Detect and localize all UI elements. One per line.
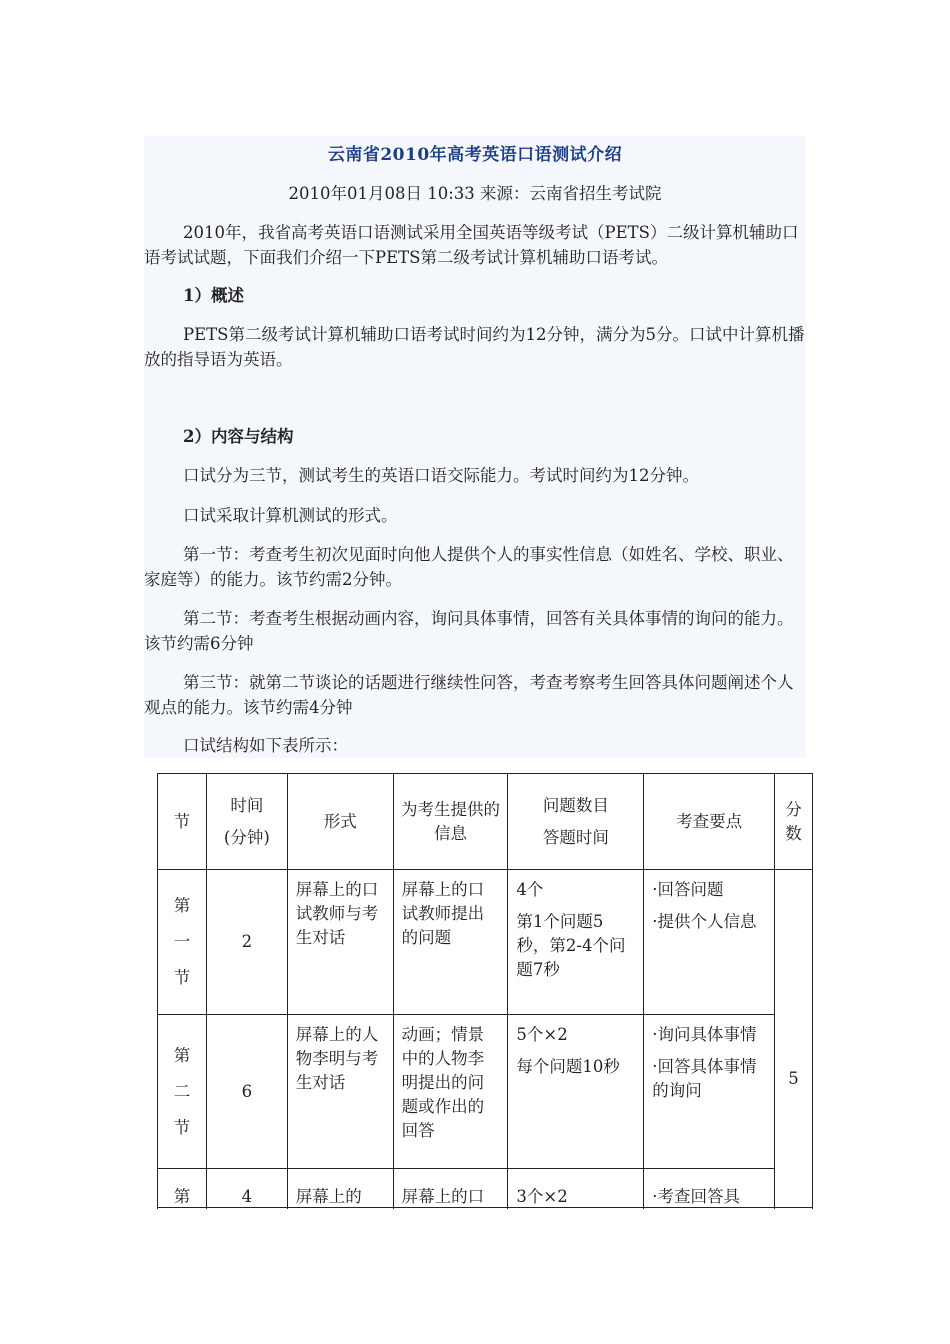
row3-time: 4 [206,1169,287,1289]
row1-info [393,870,508,1015]
row2-section-char: 二 [173,1081,191,1101]
header-time-line1: 时间 [230,795,264,815]
row1-section-char: 第 [173,896,191,915]
header-form: 形式 [287,774,393,870]
row1-question-count: 4个 [516,880,544,899]
table-bottom-border [157,1207,813,1208]
row2-section [158,1015,207,1169]
row2-form [287,1015,393,1169]
row2-form-text: 屏幕上的人物李明与考生对话 [295,1025,379,1092]
row1-section-char: 节 [173,968,191,987]
row1-point: ·回答问题 [652,880,724,899]
row3-section: 第 [158,1169,207,1289]
row1-point: ·提供个人信息 [652,912,757,931]
row1-section [158,870,207,1015]
table-intro-paragraph: 口试结构如下表所示： [183,736,348,755]
row1-points [644,870,775,1015]
overview-paragraph: PETS第二级考试计算机辅助口语考试时间约为12分钟，满分为5分。口试中计算机播放的指导语为英语。 [144,325,805,369]
row2-point: ·回答具体事情的询问 [652,1057,757,1100]
row2-point: ·询问具体事情 [652,1025,757,1044]
row1-time: 2 [206,870,287,1015]
row3-question-count: 3个×2 [516,1187,568,1206]
header-questions-line2: 答题时间 [542,827,609,847]
content-paragraph-2: 口试采取计算机测试的形式。 [183,506,398,525]
header-score: 分数 [774,774,812,870]
row1-section-char: 一 [173,932,191,951]
section3-paragraph: 第三节：就第二节谈论的话题进行继续性问答，考查考察考生回答具体问题阐述个人观点的能力。该节约需4分钟 [144,673,794,717]
table-header-row [158,774,813,870]
row2-section-char: 第 [173,1045,191,1065]
header-info: 为考生提供的信息 [393,774,508,870]
content-paragraph-1: 口试分为三节，测试考生的英语口语交际能力。考试时间约为12分钟。 [183,466,699,485]
row1-form-text: 屏幕上的口试教师与考生对话 [295,880,379,947]
table-row [158,1015,813,1169]
row2-info-text: 动画；情景中的人物李明提出的问题或作出的回答 [401,1025,485,1140]
row1-question-time: 第1个问题5秒，第2-4个问题7秒 [516,912,626,979]
section2-paragraph: 第二节：考查考生根据动画内容，询问具体事情，回答有关具体事情的询问的能力。该节约需6分钟 [144,609,794,653]
header-questions-line1: 问题数目 [542,795,609,815]
page-bottom-mask [0,1209,950,1344]
row3-form-text: 屏幕上的 [295,1187,362,1206]
row2-question-count: 5个×2 [516,1025,568,1044]
table-row [158,870,813,1015]
row1-form [287,870,393,1015]
score-cell: 5 [774,870,812,1289]
heading-content: 2）内容与结构 [183,427,294,446]
header-time [206,774,287,870]
row2-questions [508,1015,644,1169]
row2-info [393,1015,508,1169]
header-points: 考查要点 [644,774,775,870]
row2-time: 6 [206,1015,287,1169]
article-meta: 2010年01月08日 10:33 来源：云南省招生考试院 [288,184,662,203]
row3-point: ·考查回答具 [652,1187,740,1206]
row2-question-time: 每个问题10秒 [516,1057,620,1076]
heading-overview: 1）概述 [183,286,244,305]
header-questions [508,774,644,870]
row1-questions [508,870,644,1015]
intro-paragraph: 2010年，我省高考英语口语测试采用全国英语等级考试（PETS）二级计算机辅助口语考试试题，下面我们介绍一下PETS第二级考试计算机辅助口语考试。 [144,223,799,267]
section1-paragraph: 第一节：考查考生初次见面时向他人提供个人的事实性信息（如姓名、学校、职业、家庭等）的能力。该节约需2分钟。 [144,545,794,589]
row2-points [644,1015,775,1169]
row3-info-text: 屏幕上的口 [401,1187,485,1206]
header-time-line2: (分钟) [223,827,270,847]
row2-section-char: 节 [173,1117,191,1137]
row1-info-text: 屏幕上的口试教师提出的问题 [401,880,485,947]
header-section: 节 [158,774,207,870]
article-title: 云南省2010年高考英语口语测试介绍 [327,145,623,165]
